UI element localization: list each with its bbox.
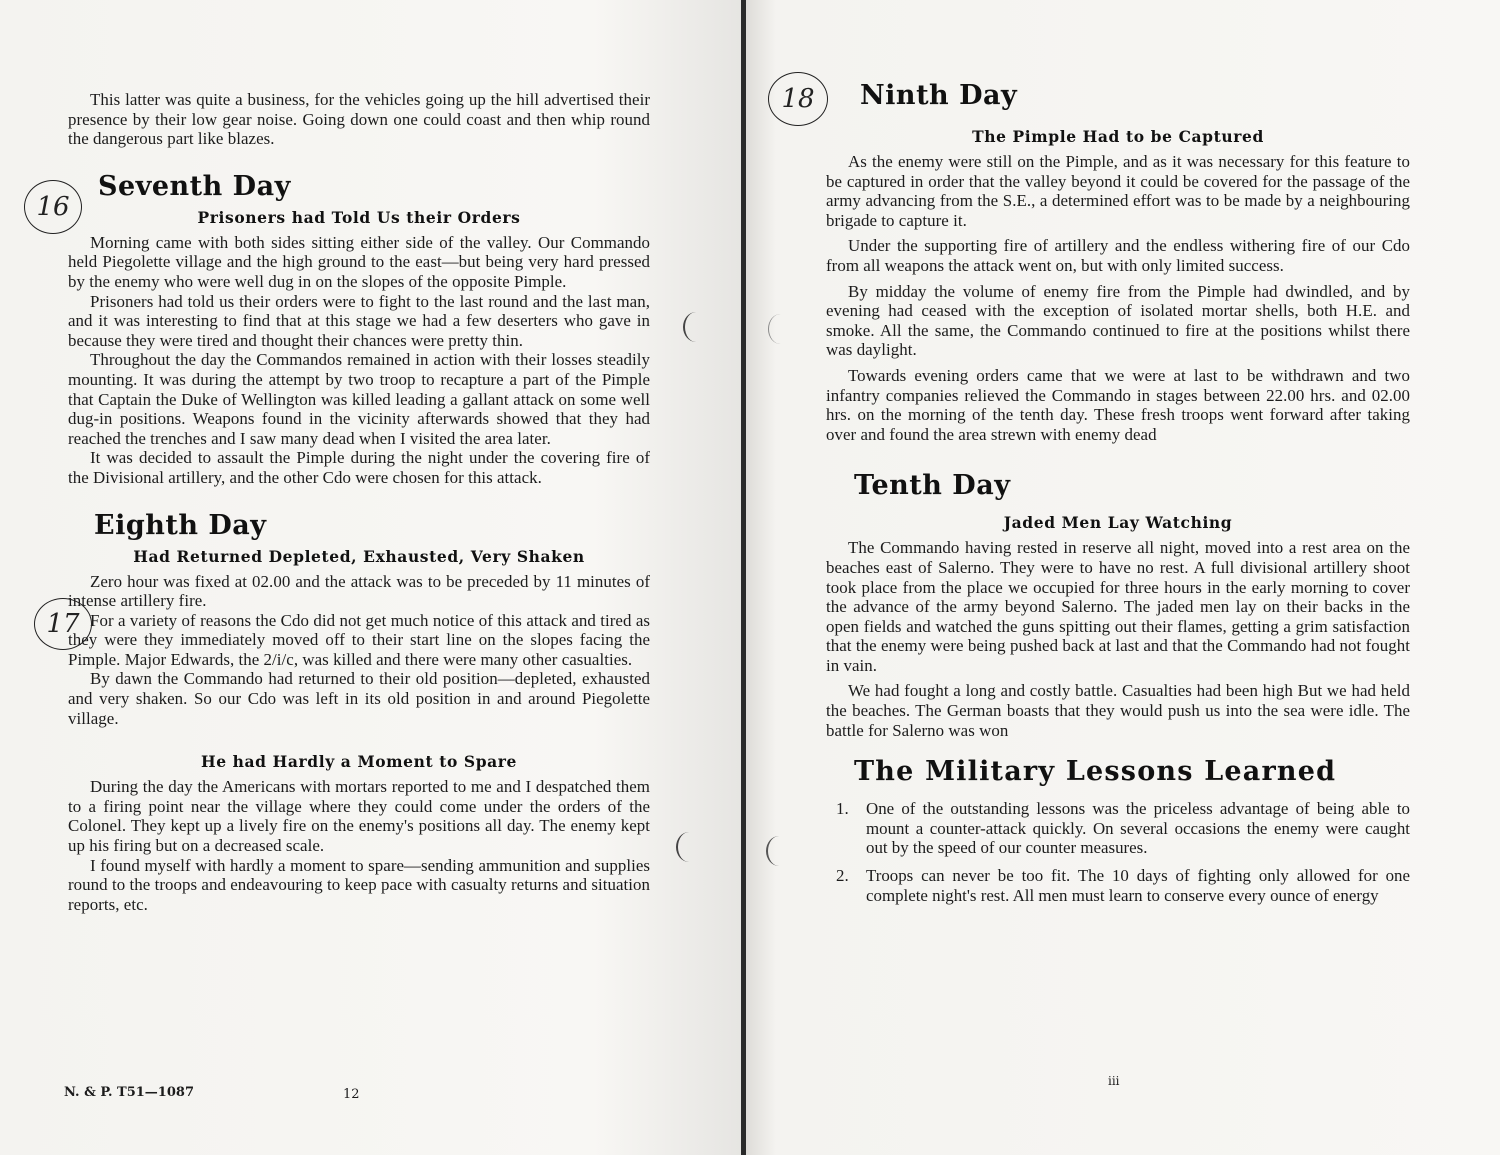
paragraph: We had fought a long and costly battle. Casualties had been high But we had held the beaches. The German boasts that they would push us into the sea were idle. The battle for Salerno was won xyxy=(826,681,1410,740)
subheading-tenth: Jaded Men Lay Watching xyxy=(1003,513,1233,533)
list-item xyxy=(826,799,1410,858)
handwritten-number-17: 17 xyxy=(34,598,92,650)
page-number: 12 xyxy=(343,1087,360,1102)
left-page xyxy=(0,0,742,1155)
day-heading-eighth: Eighth Day xyxy=(94,509,267,541)
right-page-column xyxy=(826,80,1410,913)
lessons-heading: The Military Lessons Learned xyxy=(854,756,1337,788)
subheading-spare: He had Hardly a Moment to Spare xyxy=(200,752,518,772)
subheading-seventh: Prisoners had Told Us their Orders xyxy=(197,207,521,227)
handwritten-number-18: 18 xyxy=(768,72,828,126)
punch-hole-mark xyxy=(683,312,709,342)
left-page-column xyxy=(68,90,650,914)
paragraph: Under the supporting fire of artillery and the endless withering fire of our Cdo from all weapons the attack went on, but with only limited success. xyxy=(826,236,1410,275)
day-heading-ninth: Ninth Day xyxy=(860,80,1018,111)
paragraph: Towards evening orders came that we were at last to be withdrawn and two infantry companies relieved the Commando in stages between 22.00 hrs. and 02.00 hrs. on the morning of the tenth day. These fresh troops went forward after taking over and found the area strewn with enemy dead xyxy=(826,365,1410,444)
punch-hole-mark xyxy=(676,832,702,862)
page-number: iii xyxy=(1108,1074,1120,1088)
paragraph: Zero hour was fixed at 02.00 and the attack was to be preceded by 11 minutes of intense artillery fire. xyxy=(68,571,650,611)
paragraph: Prisoners had told us their orders were to fight to the last round and the last man, and it was interesting to find that at this stage we had a few deserters who gave in because they were tired and thought their chances were pretty thin. xyxy=(68,291,650,350)
lessons-list xyxy=(826,799,1410,905)
intro-paragraph: This latter was quite a business, for the vehicles going up the hill advertised their presence by their low gear noise. Going down one could coast and then whip round the dangerous part like blazes. xyxy=(68,90,650,149)
subheading-ninth: The Pimple Had to be Captured xyxy=(972,127,1264,146)
paragraph: By dawn the Commando had returned to their old position—depleted, exhausted and very shaken. So our Cdo was left in its old position in and around Piegolette village. xyxy=(68,669,650,728)
paragraph: By midday the volume of enemy fire from the Pimple had dwindled, and by evening had ceased with the exception of isolated mortar shells, both H.E. and smoke. All the same, the Commando continued to fire at the positions whilst there was daylight. xyxy=(826,281,1410,360)
list-item xyxy=(826,866,1410,905)
handwritten-number-16: 16 xyxy=(24,180,82,234)
day-heading-seventh: Seventh Day xyxy=(98,170,291,202)
paragraph: I found myself with hardly a moment to spare—sending ammunition and supplies round to the troops and endeavouring to keep pace with casualty returns and situation reports, etc. xyxy=(68,855,650,914)
paragraph: Throughout the day the Commandos remained in action with their losses steadily mounting. It was during the attempt by two troop to recapture a part of the Pimple that Captain the Duke of Wellington was killed leading a gallant attack on some well dug-in positions. Weapons found in the vicinity afterwards showed that they had reached the trenches and I saw many dead when I visited the area later. xyxy=(68,350,650,448)
list-item-text: One of the outstanding lessons was the priceless advantage of being able to mount a counter-attack quickly. On several occasions the enemy were caught out by the speed of our counter measures. xyxy=(866,799,1410,858)
paragraph: For a variety of reasons the Cdo did not get much notice of this attack and tired as they were they immediately moved off to their start line on the slopes facing the Pimple. Major Edwards, the 2/i/c, was killed and there were many other casualties. xyxy=(68,610,650,669)
day-heading-tenth: Tenth Day xyxy=(854,470,1011,502)
list-item-text: Troops can never be too fit. The 10 days of fighting only allowed for one complete night's rest. All men must learn to conserve every ounce of energy xyxy=(866,866,1410,905)
punch-hole-mark xyxy=(766,836,792,866)
paragraph: Morning came with both sides sitting either side of the valley. Our Commando held Piegolette village and the high ground to the east—but being very hard pressed by the enemy who were well dug in on the slopes of the opposite Pimple. xyxy=(68,232,650,291)
right-page xyxy=(746,0,1500,1155)
paragraph: The Commando having rested in reserve all night, moved into a rest area on the beaches east of Salerno. They were to have no rest. A full divisional artillery shoot took place from the place we occupied for three hours in the early morning to cover the advance of the army beyond Salerno. The jaded men lay on their backs in the open fields and watched the guns spitting out their flames, getting a grim satisfaction that the enemy were being pushed back at last and that the Commando had not fought in vain. xyxy=(826,538,1410,675)
subheading-eighth: Had Returned Depleted, Exhausted, Very Shaken xyxy=(133,546,585,566)
paragraph: As the enemy were still on the Pimple, and as it was necessary for this feature to be captured in order that the valley beyond it could be covered for the passage of the army advancing from the S.E., a determined effort was to be made by a neighbouring brigade to capture it. xyxy=(826,152,1410,230)
paragraph: During the day the Americans with mortars reported to me and I despatched them to a firing point near the village where they could come under the orders of the Colonel. They kept up a lively fire on the enemy's positions all day. The enemy kept up his firing but on a decreased scale. xyxy=(68,777,650,856)
footer-print-code: N. & P. T51—1087 xyxy=(64,1085,194,1100)
list-item-number: 1. xyxy=(836,799,849,819)
punch-hole-mark xyxy=(768,314,793,344)
list-item-number: 2. xyxy=(836,866,849,886)
paragraph: It was decided to assault the Pimple during the night under the covering fire of the Divisional artillery, and the other Cdo were chosen for this attack. xyxy=(68,448,650,487)
